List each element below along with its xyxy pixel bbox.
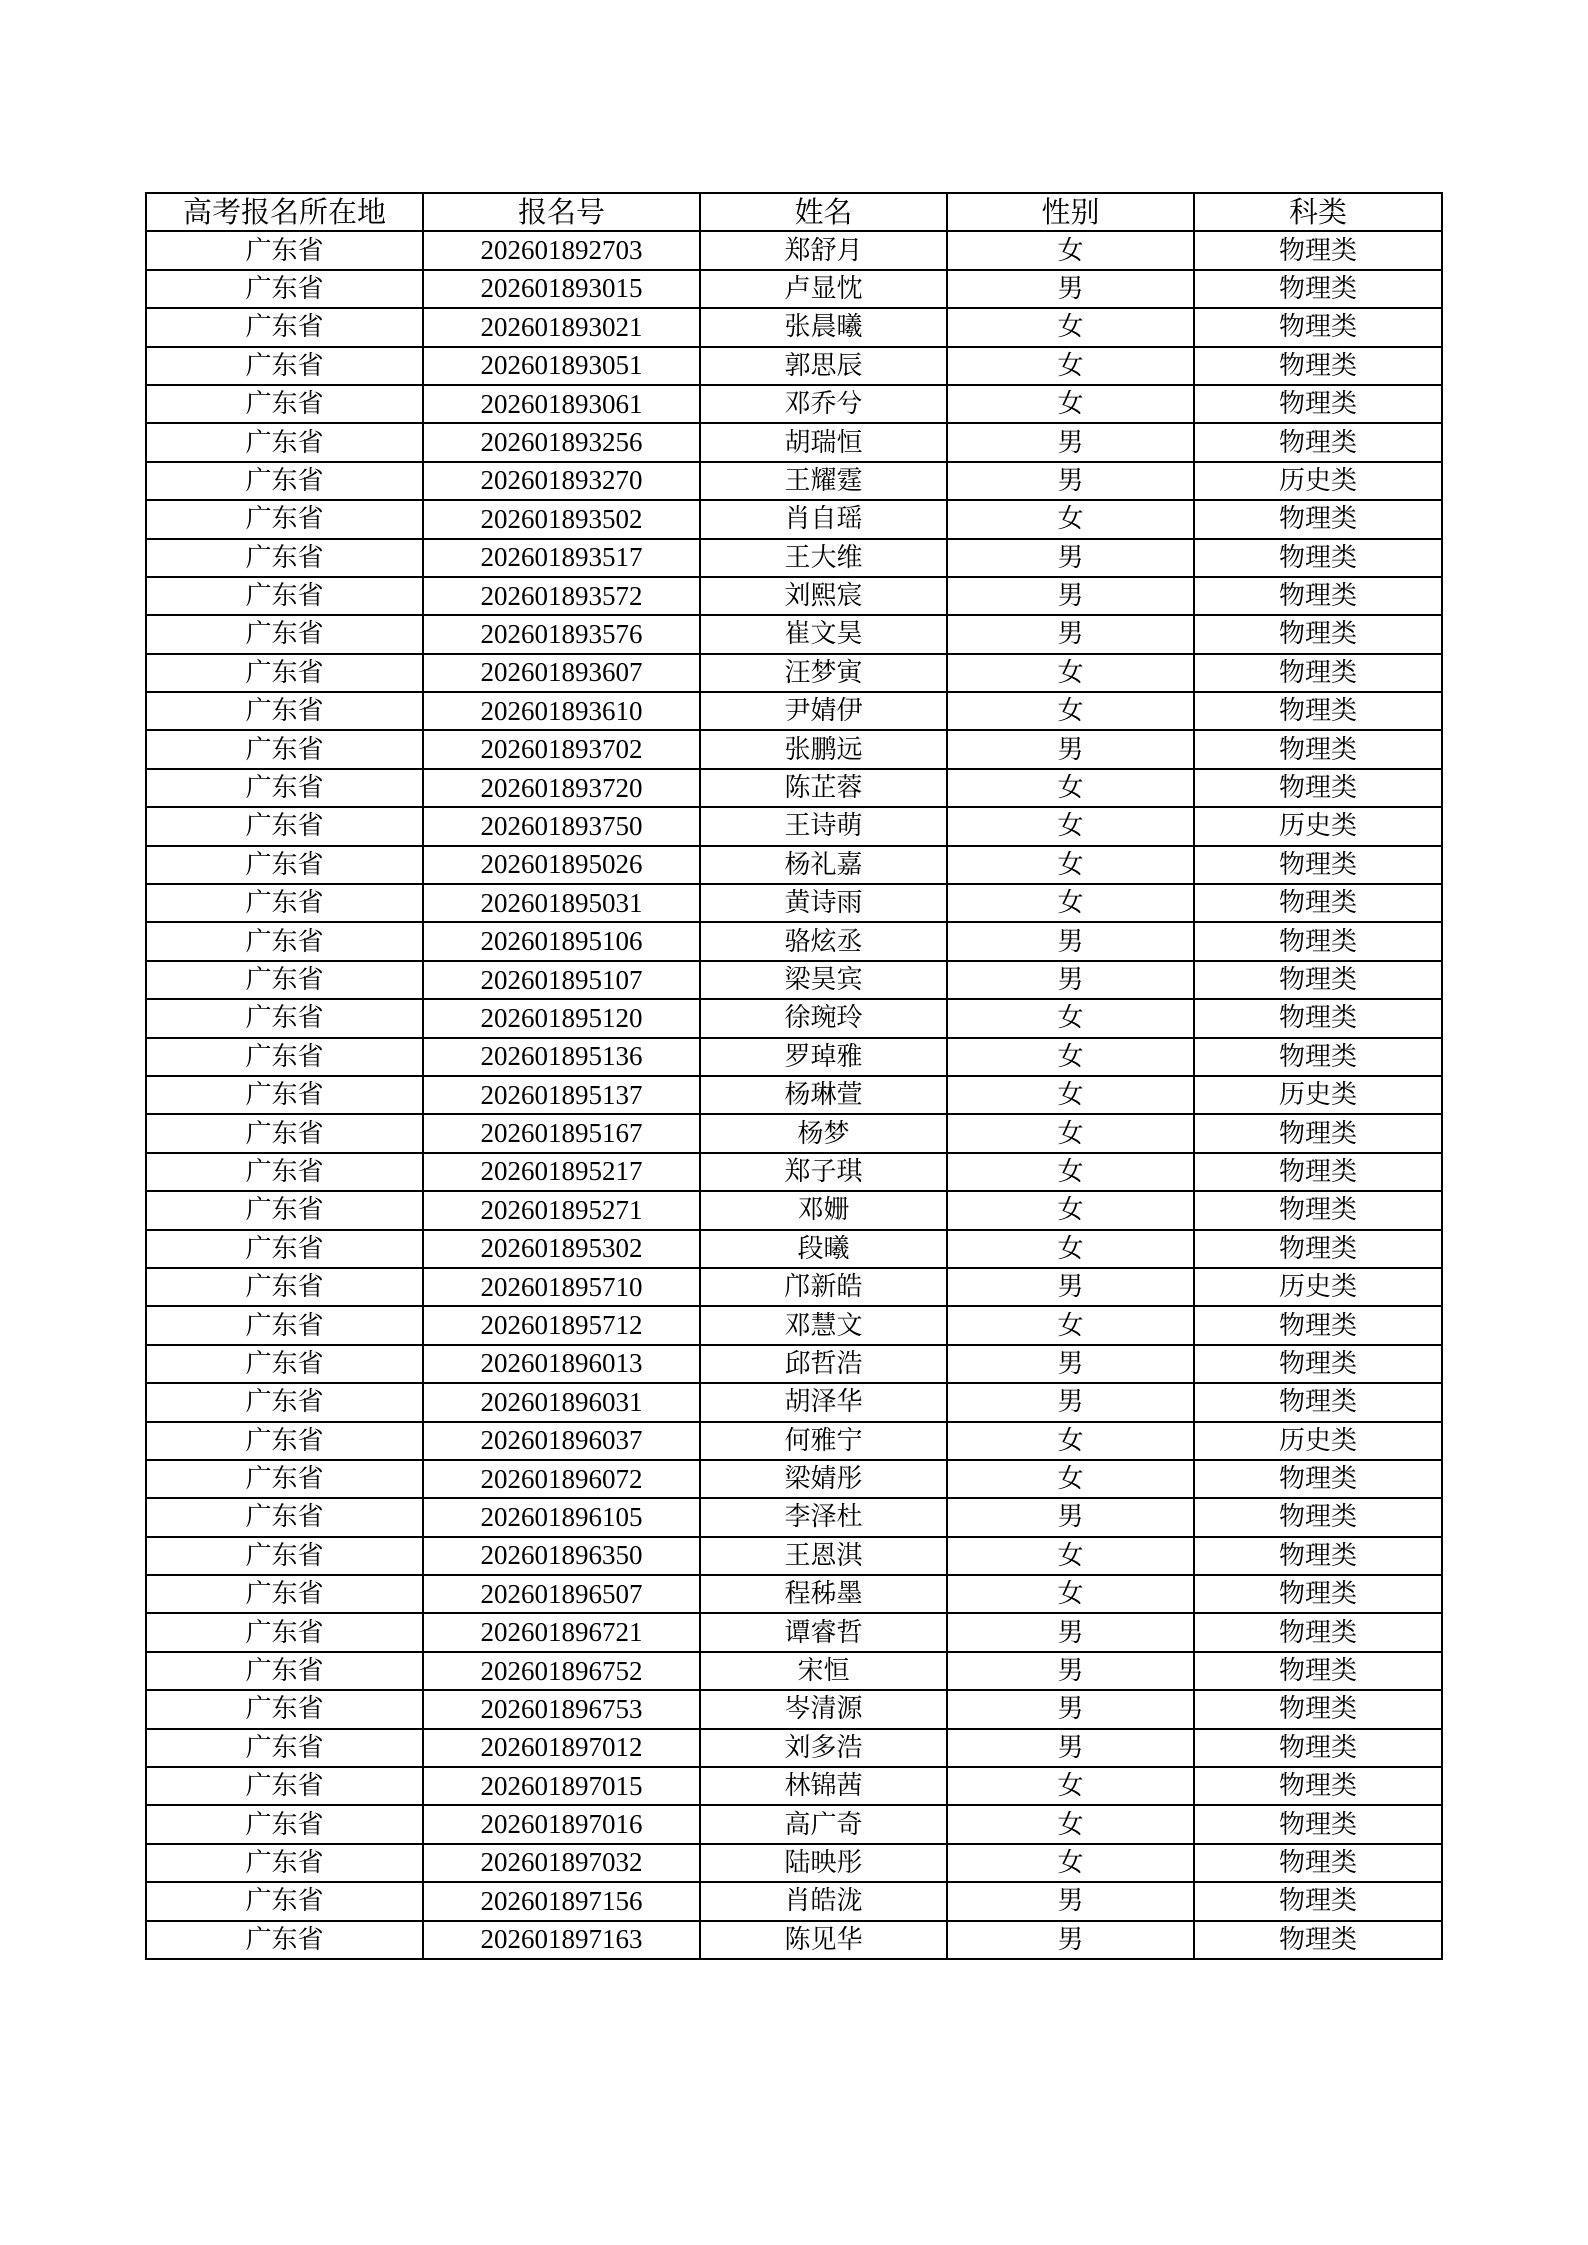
- cell-subject-category: 物理类: [1194, 539, 1442, 577]
- cell-name: 刘熙宸: [700, 577, 947, 615]
- cell-subject-category: 物理类: [1194, 347, 1442, 385]
- cell-gender: 男: [947, 1268, 1194, 1306]
- cell-registration-number: 202601897012: [423, 1729, 700, 1767]
- cell-location: 广东省: [146, 1230, 423, 1268]
- cell-name: 杨礼嘉: [700, 846, 947, 884]
- cell-name: 崔文昊: [700, 615, 947, 653]
- cell-subject-category: 物理类: [1194, 730, 1442, 768]
- table-row: [146, 500, 1442, 538]
- cell-name: 杨梦: [700, 1114, 947, 1152]
- cell-gender: 女: [947, 1767, 1194, 1805]
- cell-gender: 女: [947, 884, 1194, 922]
- cell-subject-category: 物理类: [1194, 1191, 1442, 1229]
- cell-registration-number: 202601893610: [423, 692, 700, 730]
- header-registration-number: 报名号: [423, 193, 700, 231]
- cell-gender: 女: [947, 1805, 1194, 1843]
- table-row: [146, 1844, 1442, 1882]
- table-row: [146, 231, 1442, 269]
- cell-registration-number: 202601893502: [423, 500, 700, 538]
- cell-gender: 女: [947, 1076, 1194, 1114]
- table-row: [146, 1767, 1442, 1805]
- table-row: [146, 1383, 1442, 1421]
- table-row: [146, 730, 1442, 768]
- cell-name: 高广奇: [700, 1805, 947, 1843]
- cell-gender: 男: [947, 1652, 1194, 1690]
- cell-name: 邓慧文: [700, 1306, 947, 1344]
- cell-gender: 男: [947, 462, 1194, 500]
- cell-gender: 女: [947, 1460, 1194, 1498]
- cell-registration-number: 202601893576: [423, 615, 700, 653]
- cell-name: 林锦茜: [700, 1767, 947, 1805]
- table-row: [146, 999, 1442, 1037]
- cell-subject-category: 物理类: [1194, 1844, 1442, 1882]
- cell-location: 广东省: [146, 462, 423, 500]
- cell-subject-category: 物理类: [1194, 961, 1442, 999]
- cell-gender: 男: [947, 1345, 1194, 1383]
- cell-location: 广东省: [146, 423, 423, 461]
- table-row: [146, 1537, 1442, 1575]
- cell-registration-number: 202601897016: [423, 1805, 700, 1843]
- cell-location: 广东省: [146, 1153, 423, 1191]
- table-row: [146, 1268, 1442, 1306]
- cell-registration-number: 202601895107: [423, 961, 700, 999]
- cell-gender: 女: [947, 231, 1194, 269]
- cell-registration-number: 202601893750: [423, 807, 700, 845]
- cell-registration-number: 202601897156: [423, 1882, 700, 1920]
- cell-subject-category: 物理类: [1194, 1921, 1442, 1959]
- cell-location: 广东省: [146, 1882, 423, 1920]
- cell-registration-number: 202601897015: [423, 1767, 700, 1805]
- cell-name: 黄诗雨: [700, 884, 947, 922]
- cell-location: 广东省: [146, 539, 423, 577]
- cell-subject-category: 历史类: [1194, 1268, 1442, 1306]
- cell-registration-number: 202601893051: [423, 347, 700, 385]
- cell-subject-category: 物理类: [1194, 577, 1442, 615]
- table-row: [146, 692, 1442, 730]
- cell-location: 广东省: [146, 769, 423, 807]
- cell-gender: 男: [947, 922, 1194, 960]
- cell-location: 广东省: [146, 730, 423, 768]
- cell-location: 广东省: [146, 577, 423, 615]
- cell-name: 陈见华: [700, 1921, 947, 1959]
- cell-name: 胡泽华: [700, 1383, 947, 1421]
- cell-subject-category: 物理类: [1194, 1805, 1442, 1843]
- table-row: [146, 1690, 1442, 1728]
- table-row: [146, 1230, 1442, 1268]
- cell-subject-category: 物理类: [1194, 1652, 1442, 1690]
- cell-location: 广东省: [146, 1690, 423, 1728]
- table-row: [146, 1306, 1442, 1344]
- cell-subject-category: 物理类: [1194, 1882, 1442, 1920]
- cell-name: 梁昊宾: [700, 961, 947, 999]
- cell-registration-number: 202601893572: [423, 577, 700, 615]
- cell-registration-number: 202601893607: [423, 654, 700, 692]
- table-row: [146, 462, 1442, 500]
- cell-location: 广东省: [146, 1844, 423, 1882]
- cell-registration-number: 202601895136: [423, 1038, 700, 1076]
- cell-registration-number: 202601895120: [423, 999, 700, 1037]
- cell-name: 肖自瑶: [700, 500, 947, 538]
- cell-location: 广东省: [146, 654, 423, 692]
- cell-gender: 女: [947, 347, 1194, 385]
- cell-registration-number: 202601895710: [423, 1268, 700, 1306]
- cell-name: 王恩淇: [700, 1537, 947, 1575]
- cell-gender: 男: [947, 615, 1194, 653]
- cell-subject-category: 物理类: [1194, 692, 1442, 730]
- cell-location: 广东省: [146, 999, 423, 1037]
- cell-subject-category: 物理类: [1194, 769, 1442, 807]
- cell-gender: 女: [947, 385, 1194, 423]
- cell-name: 肖皓泷: [700, 1882, 947, 1920]
- cell-gender: 女: [947, 999, 1194, 1037]
- cell-name: 何雅宁: [700, 1422, 947, 1460]
- cell-subject-category: 物理类: [1194, 1537, 1442, 1575]
- cell-name: 徐琬玲: [700, 999, 947, 1037]
- cell-name: 邓乔兮: [700, 385, 947, 423]
- cell-subject-category: 物理类: [1194, 1383, 1442, 1421]
- cell-name: 邱哲浩: [700, 1345, 947, 1383]
- cell-location: 广东省: [146, 1268, 423, 1306]
- table-row: [146, 1575, 1442, 1613]
- cell-name: 宋恒: [700, 1652, 947, 1690]
- cell-gender: 女: [947, 846, 1194, 884]
- cell-subject-category: 物理类: [1194, 654, 1442, 692]
- cell-location: 广东省: [146, 1613, 423, 1651]
- cell-location: 广东省: [146, 270, 423, 308]
- cell-location: 广东省: [146, 1191, 423, 1229]
- cell-location: 广东省: [146, 385, 423, 423]
- cell-registration-number: 202601895137: [423, 1076, 700, 1114]
- cell-registration-number: 202601895302: [423, 1230, 700, 1268]
- cell-registration-number: 202601897032: [423, 1844, 700, 1882]
- cell-gender: 男: [947, 961, 1194, 999]
- cell-name: 王耀霆: [700, 462, 947, 500]
- table-row: [146, 1729, 1442, 1767]
- cell-registration-number: 202601895271: [423, 1191, 700, 1229]
- table-row: [146, 1038, 1442, 1076]
- table-row: [146, 1613, 1442, 1651]
- cell-registration-number: 202601896753: [423, 1690, 700, 1728]
- cell-name: 卢显忱: [700, 270, 947, 308]
- cell-registration-number: 202601895167: [423, 1114, 700, 1152]
- cell-registration-number: 202601895026: [423, 846, 700, 884]
- cell-gender: 男: [947, 423, 1194, 461]
- cell-name: 谭睿哲: [700, 1613, 947, 1651]
- table-row: [146, 1422, 1442, 1460]
- cell-gender: 男: [947, 539, 1194, 577]
- table-row: [146, 1345, 1442, 1383]
- cell-location: 广东省: [146, 1575, 423, 1613]
- cell-name: 尹婧伊: [700, 692, 947, 730]
- cell-name: 胡瑞恒: [700, 423, 947, 461]
- cell-location: 广东省: [146, 500, 423, 538]
- cell-registration-number: 202601895217: [423, 1153, 700, 1191]
- cell-gender: 女: [947, 1422, 1194, 1460]
- cell-registration-number: 202601896507: [423, 1575, 700, 1613]
- cell-registration-number: 202601895106: [423, 922, 700, 960]
- cell-location: 广东省: [146, 692, 423, 730]
- header-location: 高考报名所在地: [146, 193, 423, 231]
- cell-subject-category: 物理类: [1194, 1729, 1442, 1767]
- cell-name: 郑舒月: [700, 231, 947, 269]
- cell-subject-category: 物理类: [1194, 846, 1442, 884]
- cell-name: 汪梦寅: [700, 654, 947, 692]
- cell-name: 李泽杜: [700, 1498, 947, 1536]
- table-row: [146, 769, 1442, 807]
- cell-registration-number: 202601896013: [423, 1345, 700, 1383]
- cell-location: 广东省: [146, 1921, 423, 1959]
- cell-registration-number: 202601893720: [423, 769, 700, 807]
- cell-subject-category: 历史类: [1194, 462, 1442, 500]
- cell-registration-number: 202601896105: [423, 1498, 700, 1536]
- cell-location: 广东省: [146, 922, 423, 960]
- table-row: [146, 884, 1442, 922]
- cell-subject-category: 物理类: [1194, 999, 1442, 1037]
- cell-location: 广东省: [146, 884, 423, 922]
- cell-location: 广东省: [146, 1422, 423, 1460]
- cell-gender: 女: [947, 1191, 1194, 1229]
- cell-gender: 女: [947, 1537, 1194, 1575]
- cell-registration-number: 202601896721: [423, 1613, 700, 1651]
- cell-name: 段曦: [700, 1230, 947, 1268]
- cell-gender: 女: [947, 308, 1194, 346]
- cell-registration-number: 202601896031: [423, 1383, 700, 1421]
- cell-location: 广东省: [146, 231, 423, 269]
- cell-gender: 男: [947, 1690, 1194, 1728]
- cell-gender: 男: [947, 1729, 1194, 1767]
- cell-registration-number: 202601896072: [423, 1460, 700, 1498]
- cell-location: 广东省: [146, 1306, 423, 1344]
- cell-location: 广东省: [146, 1114, 423, 1152]
- cell-gender: 男: [947, 1383, 1194, 1421]
- header-row: [146, 193, 1442, 231]
- admission-roster-table: [145, 192, 1443, 1960]
- table-row: [146, 577, 1442, 615]
- cell-location: 广东省: [146, 308, 423, 346]
- cell-registration-number: 202601893021: [423, 308, 700, 346]
- header-subject-category: 科类: [1194, 193, 1442, 231]
- table-row: [146, 846, 1442, 884]
- cell-subject-category: 物理类: [1194, 1575, 1442, 1613]
- cell-registration-number: 202601893270: [423, 462, 700, 500]
- cell-subject-category: 物理类: [1194, 1613, 1442, 1651]
- cell-subject-category: 物理类: [1194, 1038, 1442, 1076]
- cell-gender: 女: [947, 692, 1194, 730]
- cell-subject-category: 物理类: [1194, 1306, 1442, 1344]
- table-row: [146, 1498, 1442, 1536]
- table-row: [146, 1882, 1442, 1920]
- cell-registration-number: 202601895712: [423, 1306, 700, 1344]
- cell-gender: 男: [947, 270, 1194, 308]
- table-row: [146, 308, 1442, 346]
- cell-location: 广东省: [146, 1345, 423, 1383]
- cell-registration-number: 202601896037: [423, 1422, 700, 1460]
- cell-name: 梁婧彤: [700, 1460, 947, 1498]
- cell-location: 广东省: [146, 807, 423, 845]
- cell-subject-category: 物理类: [1194, 385, 1442, 423]
- cell-registration-number: 202601892703: [423, 231, 700, 269]
- table-row: [146, 423, 1442, 461]
- cell-location: 广东省: [146, 1460, 423, 1498]
- cell-name: 郑子琪: [700, 1153, 947, 1191]
- cell-name: 陈芷蓉: [700, 769, 947, 807]
- table-row: [146, 1076, 1442, 1114]
- cell-gender: 女: [947, 807, 1194, 845]
- cell-gender: 女: [947, 769, 1194, 807]
- table-row: [146, 1191, 1442, 1229]
- cell-name: 张鹏远: [700, 730, 947, 768]
- cell-subject-category: 历史类: [1194, 1422, 1442, 1460]
- roster-body: [146, 231, 1442, 1959]
- cell-gender: 女: [947, 1114, 1194, 1152]
- table-row: [146, 922, 1442, 960]
- table-row: [146, 347, 1442, 385]
- cell-location: 广东省: [146, 961, 423, 999]
- cell-name: 陆映彤: [700, 1844, 947, 1882]
- cell-subject-category: 物理类: [1194, 1114, 1442, 1152]
- cell-subject-category: 物理类: [1194, 615, 1442, 653]
- cell-subject-category: 物理类: [1194, 423, 1442, 461]
- cell-subject-category: 物理类: [1194, 308, 1442, 346]
- table-row: [146, 270, 1442, 308]
- table-row: [146, 1805, 1442, 1843]
- cell-location: 广东省: [146, 1767, 423, 1805]
- cell-gender: 女: [947, 1575, 1194, 1613]
- cell-gender: 男: [947, 1498, 1194, 1536]
- cell-gender: 男: [947, 1921, 1194, 1959]
- cell-registration-number: 202601893517: [423, 539, 700, 577]
- cell-subject-category: 历史类: [1194, 1076, 1442, 1114]
- cell-location: 广东省: [146, 1805, 423, 1843]
- cell-gender: 女: [947, 1844, 1194, 1882]
- cell-registration-number: 202601895031: [423, 884, 700, 922]
- table-row: [146, 654, 1442, 692]
- cell-location: 广东省: [146, 1652, 423, 1690]
- cell-subject-category: 物理类: [1194, 1345, 1442, 1383]
- cell-name: 程秭墨: [700, 1575, 947, 1613]
- cell-location: 广东省: [146, 347, 423, 385]
- header-gender: 性别: [947, 193, 1194, 231]
- cell-name: 杨琳萱: [700, 1076, 947, 1114]
- cell-subject-category: 物理类: [1194, 922, 1442, 960]
- cell-subject-category: 物理类: [1194, 1690, 1442, 1728]
- cell-location: 广东省: [146, 1498, 423, 1536]
- cell-name: 骆炫丞: [700, 922, 947, 960]
- cell-subject-category: 物理类: [1194, 270, 1442, 308]
- header-name: 姓名: [700, 193, 947, 231]
- table-row: [146, 1114, 1442, 1152]
- table-row: [146, 539, 1442, 577]
- cell-subject-category: 物理类: [1194, 231, 1442, 269]
- cell-name: 邓姗: [700, 1191, 947, 1229]
- cell-subject-category: 物理类: [1194, 1498, 1442, 1536]
- cell-name: 张晨曦: [700, 308, 947, 346]
- cell-registration-number: 202601893702: [423, 730, 700, 768]
- table-row: [146, 961, 1442, 999]
- cell-subject-category: 物理类: [1194, 500, 1442, 538]
- cell-name: 郭思辰: [700, 347, 947, 385]
- cell-subject-category: 物理类: [1194, 1230, 1442, 1268]
- cell-subject-category: 物理类: [1194, 1460, 1442, 1498]
- cell-location: 广东省: [146, 1537, 423, 1575]
- cell-location: 广东省: [146, 846, 423, 884]
- cell-location: 广东省: [146, 615, 423, 653]
- cell-gender: 男: [947, 1613, 1194, 1651]
- cell-gender: 女: [947, 500, 1194, 538]
- cell-name: 刘多浩: [700, 1729, 947, 1767]
- cell-registration-number: 202601896350: [423, 1537, 700, 1575]
- cell-subject-category: 物理类: [1194, 884, 1442, 922]
- table-row: [146, 1460, 1442, 1498]
- cell-registration-number: 202601893256: [423, 423, 700, 461]
- cell-gender: 男: [947, 1882, 1194, 1920]
- cell-location: 广东省: [146, 1038, 423, 1076]
- cell-name: 王诗萌: [700, 807, 947, 845]
- cell-name: 岑清源: [700, 1690, 947, 1728]
- table-row: [146, 1153, 1442, 1191]
- table-row: [146, 615, 1442, 653]
- table-row: [146, 385, 1442, 423]
- cell-gender: 女: [947, 654, 1194, 692]
- cell-location: 广东省: [146, 1729, 423, 1767]
- cell-name: 王大维: [700, 539, 947, 577]
- cell-gender: 男: [947, 577, 1194, 615]
- cell-subject-category: 历史类: [1194, 807, 1442, 845]
- cell-registration-number: 202601893061: [423, 385, 700, 423]
- cell-gender: 女: [947, 1153, 1194, 1191]
- cell-registration-number: 202601893015: [423, 270, 700, 308]
- cell-location: 广东省: [146, 1383, 423, 1421]
- table-row: [146, 807, 1442, 845]
- cell-registration-number: 202601897163: [423, 1921, 700, 1959]
- cell-subject-category: 物理类: [1194, 1153, 1442, 1191]
- cell-gender: 女: [947, 1306, 1194, 1344]
- table-row: [146, 1652, 1442, 1690]
- cell-subject-category: 物理类: [1194, 1767, 1442, 1805]
- cell-name: 罗琸雅: [700, 1038, 947, 1076]
- cell-gender: 男: [947, 730, 1194, 768]
- cell-gender: 女: [947, 1230, 1194, 1268]
- cell-name: 邝新皓: [700, 1268, 947, 1306]
- cell-registration-number: 202601896752: [423, 1652, 700, 1690]
- table-row: [146, 1921, 1442, 1959]
- cell-gender: 女: [947, 1038, 1194, 1076]
- cell-location: 广东省: [146, 1076, 423, 1114]
